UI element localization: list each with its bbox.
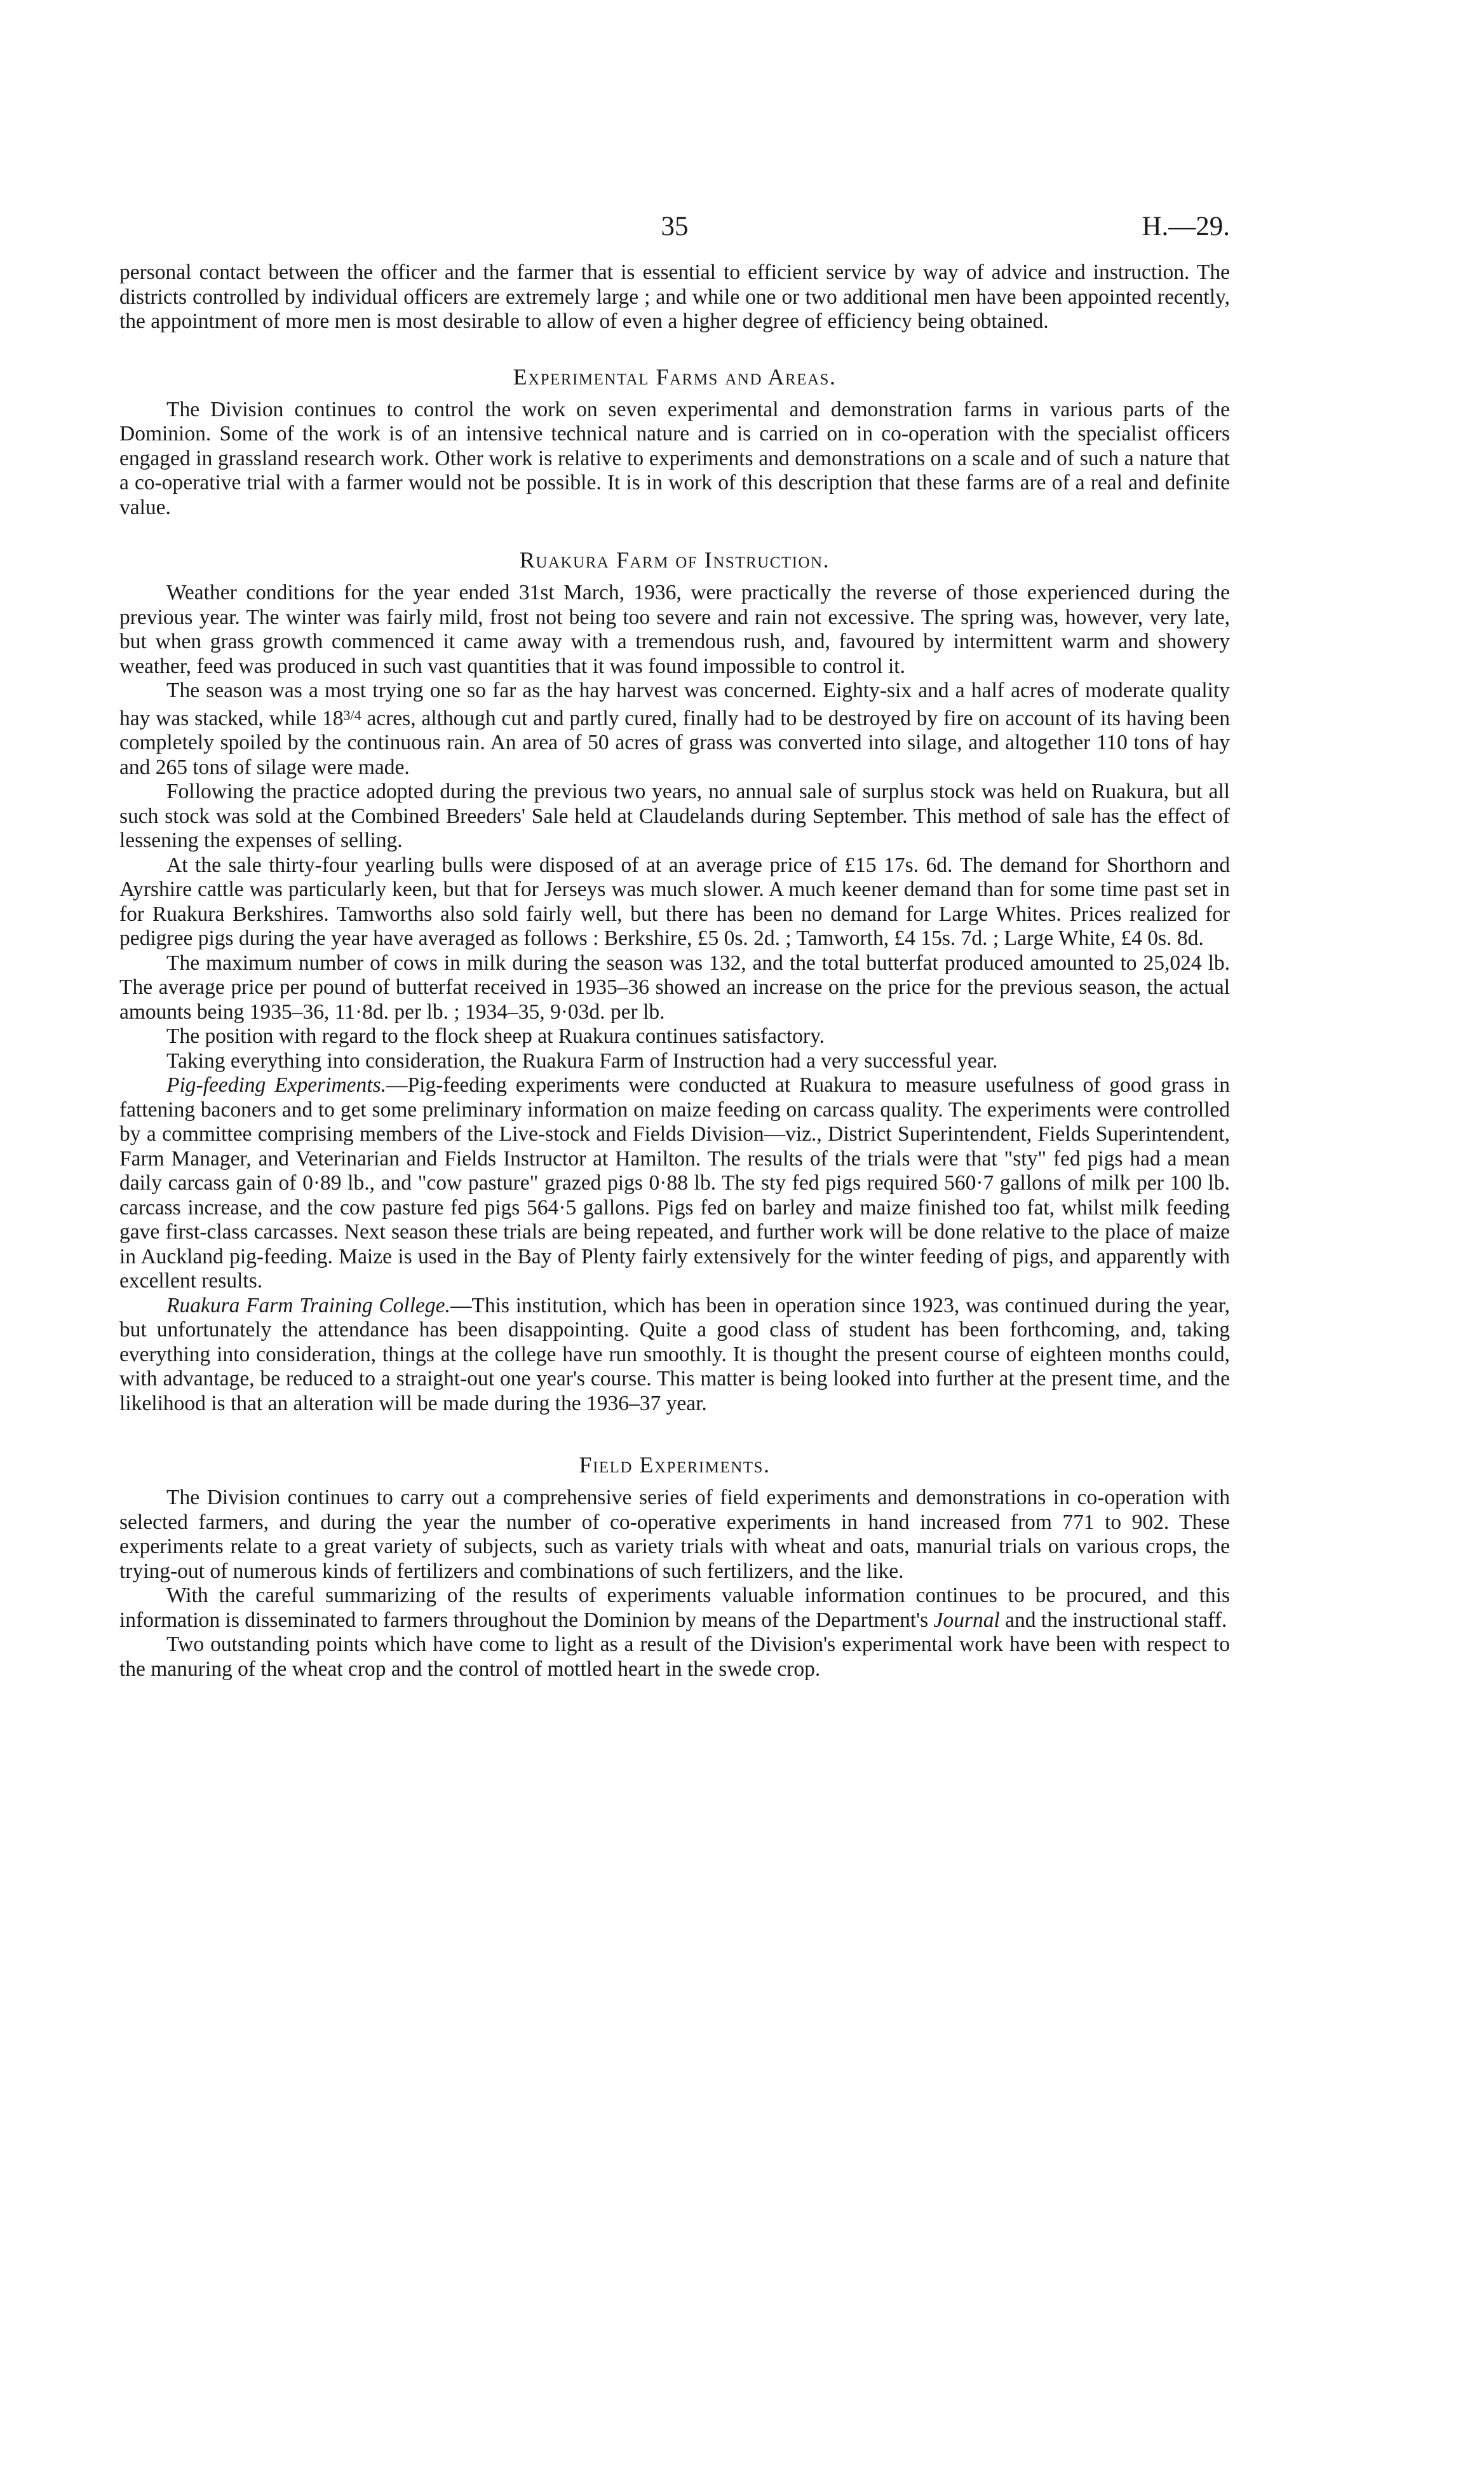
hay-acres-fraction: 3/4 — [343, 707, 361, 723]
pig-feeding-heading: Pig-feeding Experiments. — [166, 1073, 387, 1097]
journal-title: Journal — [933, 1608, 1000, 1632]
ruakura-sale-prices-paragraph: At the sale thirty-four yearling bulls were disposed of at an average price of £15 17s. 6d. The demand for Shorthorn and Ayrshire cattle was particularly keen, but that for Jerseys was much slower. A much keener demand than for some time past set in for Ruakura Berkshires. Tamworths also sold fairly well, but there has been no demand for Large Whites. Prices realized for pedigree pigs during the year have averaged as follows : Berkshire, £5 0s. 2d. ; Tamworth, £4 15s. 7d. ; Large White, £4 0s. 8d. — [119, 853, 1230, 950]
field-experiments-paragraph-1: The Division continues to carry out a comprehensive series of field experiments and demonstrations in co-operation with selected farmers, and during the year the number of co-operative experiments in hand increased from 771 to 902. These experiments relate to a great variety of subjects, such as variety trials with wheat and oats, manurial trials on various crops, the trying-out of numerous kinds of fertilizers and combinations of such fertilizers, and the like. — [119, 1486, 1230, 1583]
document-page — [119, 203, 1230, 1681]
section-title-field-experiments: Field Experiments. — [579, 1452, 771, 1477]
training-college-text: —This institution, which has been in operation since 1923, was continued during the year, but unfortunately the attendance has been disappointing. Quite a good class of student has been forthcoming, and, taking everything into consideration, things at the college have run smoothly. It is thought the present course of eighteen months could, with advantage, be reduced to a straight-out one year's course. This matter is being looked into further at the present time, and the likelihood is that an alteration will be made during the 1936–37 year. — [119, 1293, 1230, 1415]
hay-text-start: The season was a most trying one so far as the hay harvest was concerned. Eighty-six and a half acres of moderate quality hay was stacked, while 18 — [119, 679, 1230, 730]
ruakura-hay-paragraph — [119, 679, 1230, 780]
ruakura-butterfat-paragraph: The maximum number of cows in milk during the season was 132, and the total butterfat produced amounted to 25,024 lb. The average price per pound of butterfat received in 1935–36 showed an increase on the price for the previous season, the actual amounts being 1935–36, 11·8d. per lb. ; 1934–35, 9·03d. per lb. — [119, 951, 1230, 1024]
page-number: 35 — [661, 212, 689, 241]
experimental-farms-paragraph: The Division continues to control the work on seven experimental and demonstration farms in various parts of the Dominion. Some of the work is of an intensive technical nature and is carried on in co-operation with the specialist officers engaged in grassland research work. Other work is relative to experiments and demonstrations on a scale and of such a nature that a co-operative trial with a farmer would not be possible. It is in work of this description that these farms are of a real and definite value. — [119, 397, 1230, 519]
section-title-ruakura-farm: Ruakura Farm of Instruction. — [519, 547, 830, 573]
field-p2-text-end: and the instructional staff. — [999, 1608, 1227, 1632]
document-code: H.—29. — [1142, 212, 1230, 241]
hay-text-end: acres, although cut and partly cured, finally had to be destroyed by fire on account of its having been completely spoiled by the continuous rain. An area of 50 acres of grass was converted into silage, and altogether 110 tons of hay and 265 tons of silage were made. — [119, 706, 1230, 779]
pig-feeding-text: —Pig-feeding experiments were conducted at Ruakura to measure usefulness of good grass in fattening baconers and to get some preliminary information on maize feeding on carcass quality. The experiments were controlled by a committee comprising members of the Live-stock and Fields Division—viz., District Superintendent, Fields Superintendent, Farm Manager, and Veterinarian and Fields Instructor at Hamilton. The results of the trials were that "sty" fed pigs had a mean daily carcass gain of 0·89 lb., and "cow pasture" grazed pigs 0·88 lb. The sty fed pigs required 560·7 gallons of milk per 100 lb. carcass increase, and the cow pasture fed pigs 564·5 gallons. Pigs fed on barley and maize finished too fat, whilst milk feeding gave first-class carcasses. Next season these trials are being repeated, and further work will be done relative to the place of maize in Auckland pig-feeding. Maize is used in the Bay of Plenty fairly extensively for the winter feeding of pigs, and apparently with excellent results. — [119, 1073, 1231, 1293]
field-experiments-paragraph-3: Two outstanding points which have come to light as a result of the Division's experimental work have been with respect to the manuring of the wheat crop and the control of mottled heart in the swede crop. — [119, 1633, 1230, 1681]
field-p2-text-start: With the careful summarizing of the results of experiments valuable information continues to be procured, and this information is disseminated to farmers throughout the Dominion by means of the Department's — [119, 1584, 1230, 1632]
page-header — [119, 203, 1230, 261]
training-college-heading: Ruakura Farm Training College. — [166, 1293, 450, 1317]
ruakura-summary-paragraph: Taking everything into consideration, the Ruakura Farm of Instruction had a very successful year. — [166, 1049, 998, 1073]
ruakura-flock-paragraph: The position with regard to the flock sheep at Ruakura continues satisfactory. — [166, 1024, 825, 1048]
training-college-paragraph — [119, 1294, 1230, 1416]
ruakura-weather-paragraph: Weather conditions for the year ended 31st March, 1936, were practically the reverse of those experienced during the previous year. The winter was fairly mild, frost not being too severe and rain not excessive. The spring was, however, very late, but when grass growth commenced it came away with a tremendous rush, and, favoured by intermittent warm and showery weather, feed was produced in such vast quantities that it was found impossible to control it. — [119, 581, 1230, 678]
field-experiments-paragraph-2 — [119, 1584, 1230, 1633]
pig-feeding-paragraph — [119, 1073, 1230, 1294]
intro-paragraph: personal contact between the officer and the farmer that is essential to efficient service by way of advice and instruction. The districts controlled by individual officers are extremely large ; and while one or two additional men have been appointed recently, the appointment of more men is most desirable to allow of even a higher degree of efficiency being obtained. — [119, 261, 1230, 333]
ruakura-sale-practice-paragraph: Following the practice adopted during the previous two years, no annual sale of surplus stock was held on Ruakura, but all such stock was sold at the Combined Breeders' Sale held at Claudelands during September. This method of sale has the effect of lessening the expenses of selling. — [119, 780, 1230, 852]
section-title-experimental-farms: Experimental Farms and Areas. — [513, 363, 837, 390]
